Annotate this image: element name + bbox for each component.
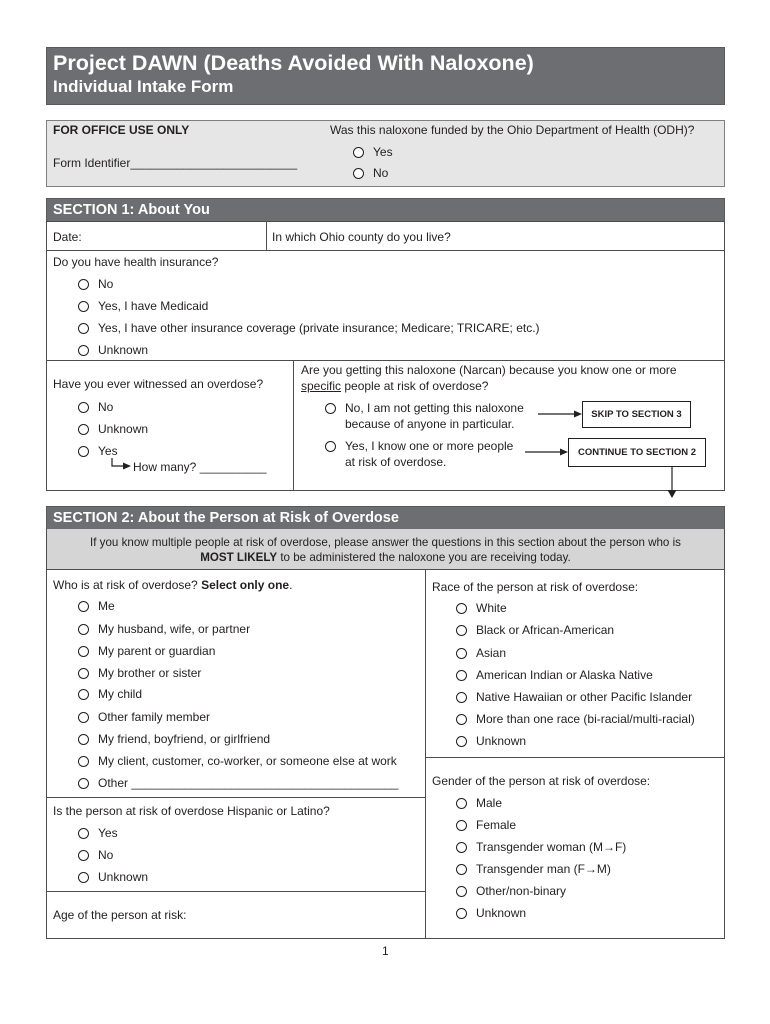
- radio-button[interactable]: [78, 301, 89, 312]
- odh-funding-option-yes[interactable]: [353, 145, 393, 159]
- page-number: 1: [382, 944, 389, 958]
- gender-option-female[interactable]: [456, 818, 516, 832]
- county-field[interactable]: [467, 224, 717, 246]
- date-label: Date:: [53, 230, 82, 244]
- option-label: No: [98, 848, 114, 862]
- radio-button[interactable]: [325, 441, 336, 452]
- witnessed-question: Have you ever witnessed an overdose?: [53, 377, 264, 391]
- at-risk-person-option-child[interactable]: [78, 687, 142, 701]
- instruction-text: [47, 535, 724, 565]
- radio-button[interactable]: [78, 624, 89, 635]
- return-arrow-icon: [108, 457, 132, 471]
- how-many-field[interactable]: How many? __________: [133, 460, 267, 474]
- radio-button[interactable]: [456, 886, 467, 897]
- office-use-panel: [46, 120, 725, 187]
- county-label: In which Ohio county do you live?: [272, 230, 451, 244]
- race-option-asian[interactable]: [456, 646, 506, 660]
- office-use-label: FOR OFFICE USE ONLY: [53, 123, 190, 137]
- option-label: My parent or guardian: [98, 644, 216, 658]
- gender-option-non-binary[interactable]: [456, 884, 566, 898]
- row-divider: [425, 757, 724, 758]
- insurance-option-no[interactable]: [78, 277, 113, 291]
- instruction-line-2-rest: to be administered the naloxone you are receiving today.: [280, 551, 571, 564]
- reason-question-line-1: Are you getting this naloxone (Narcan) because you know one or more: [301, 363, 677, 377]
- radio-button[interactable]: [78, 828, 89, 839]
- radio-button[interactable]: [78, 424, 89, 435]
- arrow-right-icon: [525, 446, 568, 458]
- radio-button[interactable]: [353, 168, 364, 179]
- at-risk-person-option-parent[interactable]: [78, 644, 215, 658]
- instruction-line-2: [47, 550, 724, 565]
- hispanic-option-yes[interactable]: [78, 826, 118, 840]
- option-label: Other ________________________________________: [98, 776, 399, 790]
- continue-to-section-2-box: CONTINUE TO SECTION 2: [568, 438, 706, 467]
- insurance-question: Do you have health insurance?: [53, 255, 219, 269]
- section-2-instructions: [46, 529, 725, 570]
- radio-button[interactable]: [78, 601, 89, 612]
- option-label: Yes, I have other insurance coverage (private insurance; Medicare; TRICARE; etc.): [98, 321, 540, 335]
- radio-button[interactable]: [78, 446, 89, 457]
- option-label: Yes: [98, 444, 118, 458]
- who-at-risk-question-suffix: .: [289, 578, 293, 592]
- radio-button[interactable]: [456, 908, 467, 919]
- option-label: American Indian or Alaska Native: [476, 668, 653, 682]
- form-subtitle: Individual Intake Form: [53, 77, 234, 96]
- race-option-multiracial[interactable]: [456, 712, 695, 726]
- radio-button[interactable]: [456, 864, 467, 875]
- option-label: My friend, boyfriend, or girlfriend: [98, 732, 271, 746]
- option-label: Yes: [98, 826, 118, 840]
- radio-button[interactable]: [456, 648, 467, 659]
- odh-funding-option-no[interactable]: [353, 166, 388, 180]
- radio-button[interactable]: [456, 842, 467, 853]
- radio-button[interactable]: [78, 850, 89, 861]
- reason-question-rest: people at risk of overdose?: [344, 379, 489, 393]
- option-label-line-1: Yes, I know one or more people: [345, 439, 514, 453]
- race-question: Race of the person at risk of overdose:: [432, 580, 639, 594]
- option-label: Unknown: [98, 870, 149, 884]
- arrow-right-icon: [538, 408, 582, 420]
- section-2-header: [46, 506, 725, 530]
- at-risk-person-option-partner[interactable]: [78, 622, 250, 636]
- at-risk-person-option-me[interactable]: [78, 599, 115, 613]
- odh-funding-question: Was this naloxone funded by the Ohio Department of Health (ODH)?: [330, 123, 695, 137]
- option-label: White: [476, 601, 507, 615]
- age-field[interactable]: [197, 902, 417, 924]
- section-2-title: SECTION 2: About the Person at Risk of Overdose: [53, 510, 399, 526]
- radio-button[interactable]: [78, 734, 89, 745]
- column-divider: [425, 570, 426, 938]
- radio-button[interactable]: [78, 872, 89, 883]
- radio-button[interactable]: [456, 820, 467, 831]
- at-risk-person-option-other[interactable]: [78, 776, 398, 790]
- at-risk-person-option-friend[interactable]: [78, 732, 270, 746]
- radio-button[interactable]: [456, 670, 467, 681]
- option-label: Transgender woman (M→F): [476, 840, 627, 854]
- radio-button[interactable]: [78, 323, 89, 334]
- form-title-banner: [46, 47, 725, 105]
- option-label: My client, customer, co-worker, or someone else at work: [98, 754, 397, 768]
- reason-option-yes[interactable]: [325, 438, 513, 470]
- option-label: Other family member: [98, 710, 211, 724]
- option-label: Yes, I have Medicaid: [98, 299, 209, 313]
- gender-option-unknown[interactable]: [456, 906, 526, 920]
- radio-button[interactable]: [456, 692, 467, 703]
- insurance-option-medicaid[interactable]: [78, 299, 208, 313]
- witnessed-option-no[interactable]: [78, 400, 113, 414]
- row-divider: [47, 250, 724, 251]
- radio-button[interactable]: [456, 714, 467, 725]
- radio-button[interactable]: [78, 402, 89, 413]
- race-option-unknown[interactable]: [456, 734, 526, 748]
- option-label: Unknown: [476, 734, 527, 748]
- arrow-down-icon: [666, 467, 678, 499]
- witnessed-option-unknown[interactable]: [78, 422, 148, 436]
- radio-button[interactable]: [78, 689, 89, 700]
- insurance-option-unknown[interactable]: [78, 343, 148, 357]
- radio-button[interactable]: [78, 756, 89, 767]
- option-label: My brother or sister: [98, 666, 202, 680]
- race-option-white[interactable]: [456, 601, 507, 615]
- option-label: Native Hawaiian or other Pacific Islander: [476, 690, 693, 704]
- who-at-risk-question: [53, 578, 292, 592]
- race-option-american-indian[interactable]: [456, 668, 653, 682]
- insurance-option-other-coverage[interactable]: [78, 321, 540, 335]
- hispanic-option-unknown[interactable]: [78, 870, 148, 884]
- option-label: Unknown: [476, 906, 527, 920]
- date-field[interactable]: [87, 224, 257, 246]
- reason-question-line-2: [301, 379, 488, 393]
- radio-button[interactable]: [325, 403, 336, 414]
- option-label: Unknown: [98, 343, 149, 357]
- at-risk-person-option-sibling[interactable]: [78, 666, 201, 680]
- option-label-line-2: at risk of overdose.: [345, 455, 447, 469]
- option-label: Female: [476, 818, 517, 832]
- row-divider: [47, 360, 724, 361]
- age-label: Age of the person at risk:: [53, 908, 187, 922]
- hispanic-option-no[interactable]: [78, 848, 113, 862]
- radio-button[interactable]: [78, 778, 89, 789]
- gender-option-trans-man[interactable]: [456, 862, 611, 876]
- radio-button[interactable]: [78, 345, 89, 356]
- radio-button[interactable]: [456, 798, 467, 809]
- option-label-line-2: because of anyone in particular.: [345, 417, 515, 431]
- radio-button[interactable]: [456, 625, 467, 636]
- race-option-pacific-islander[interactable]: [456, 690, 692, 704]
- option-label: [345, 438, 513, 470]
- option-label: My husband, wife, or partner: [98, 622, 251, 636]
- at-risk-person-option-other-family[interactable]: [78, 710, 210, 724]
- option-label: No: [98, 400, 114, 414]
- instruction-line-1: If you know multiple people at risk of overdose, please answer the questions in this section about the person who is: [90, 536, 681, 549]
- section-1-title: SECTION 1: About You: [53, 202, 210, 218]
- option-label: Transgender man (F→M): [476, 862, 611, 876]
- who-at-risk-question-text: Who is at risk of overdose?: [53, 578, 198, 592]
- form-title: Project DAWN (Deaths Avoided With Naloxone): [53, 51, 534, 75]
- option-label: My child: [98, 687, 143, 701]
- radio-button[interactable]: [78, 646, 89, 657]
- option-label: Male: [476, 796, 503, 810]
- gender-option-male[interactable]: [456, 796, 502, 810]
- section-2-body: [46, 569, 725, 939]
- option-label: Black or African-American: [476, 623, 615, 637]
- gender-option-trans-woman[interactable]: [456, 840, 626, 854]
- row-divider: [47, 797, 425, 798]
- option-label: Yes: [373, 145, 393, 159]
- radio-button[interactable]: [353, 147, 364, 158]
- race-option-black[interactable]: [456, 623, 614, 637]
- option-label: Other/non-binary: [476, 884, 567, 898]
- witnessed-option-yes[interactable]: [78, 444, 118, 458]
- radio-button[interactable]: [78, 668, 89, 679]
- instruction-emphasis: MOST LIKELY: [200, 551, 278, 564]
- radio-button[interactable]: [456, 603, 467, 614]
- section-1-body: [46, 221, 725, 491]
- option-label: Unknown: [98, 422, 149, 436]
- option-label: More than one race (bi-racial/multi-racial): [476, 712, 695, 726]
- at-risk-person-option-coworker[interactable]: [78, 754, 397, 768]
- option-label: Asian: [476, 646, 507, 660]
- option-label: No: [98, 277, 114, 291]
- reason-question-emphasis: specific: [301, 379, 342, 393]
- select-only-one-note: Select only one: [201, 578, 290, 592]
- radio-button[interactable]: [78, 712, 89, 723]
- hispanic-question: Is the person at risk of overdose Hispanic or Latino?: [53, 804, 330, 818]
- option-label: Me: [98, 599, 115, 613]
- row-divider: [47, 891, 425, 892]
- column-divider: [266, 222, 267, 250]
- radio-button[interactable]: [78, 279, 89, 290]
- reason-option-no[interactable]: [325, 400, 524, 432]
- section-1-header: [46, 198, 725, 222]
- option-label: No: [373, 166, 389, 180]
- form-identifier-field[interactable]: Form Identifier_________________________: [53, 156, 298, 170]
- option-label: [345, 400, 524, 432]
- gender-question: Gender of the person at risk of overdose:: [432, 774, 651, 788]
- skip-to-section-3-box: SKIP TO SECTION 3: [582, 401, 691, 428]
- radio-button[interactable]: [456, 736, 467, 747]
- column-divider: [293, 360, 294, 490]
- option-label-line-1: No, I am not getting this naloxone: [345, 401, 524, 415]
